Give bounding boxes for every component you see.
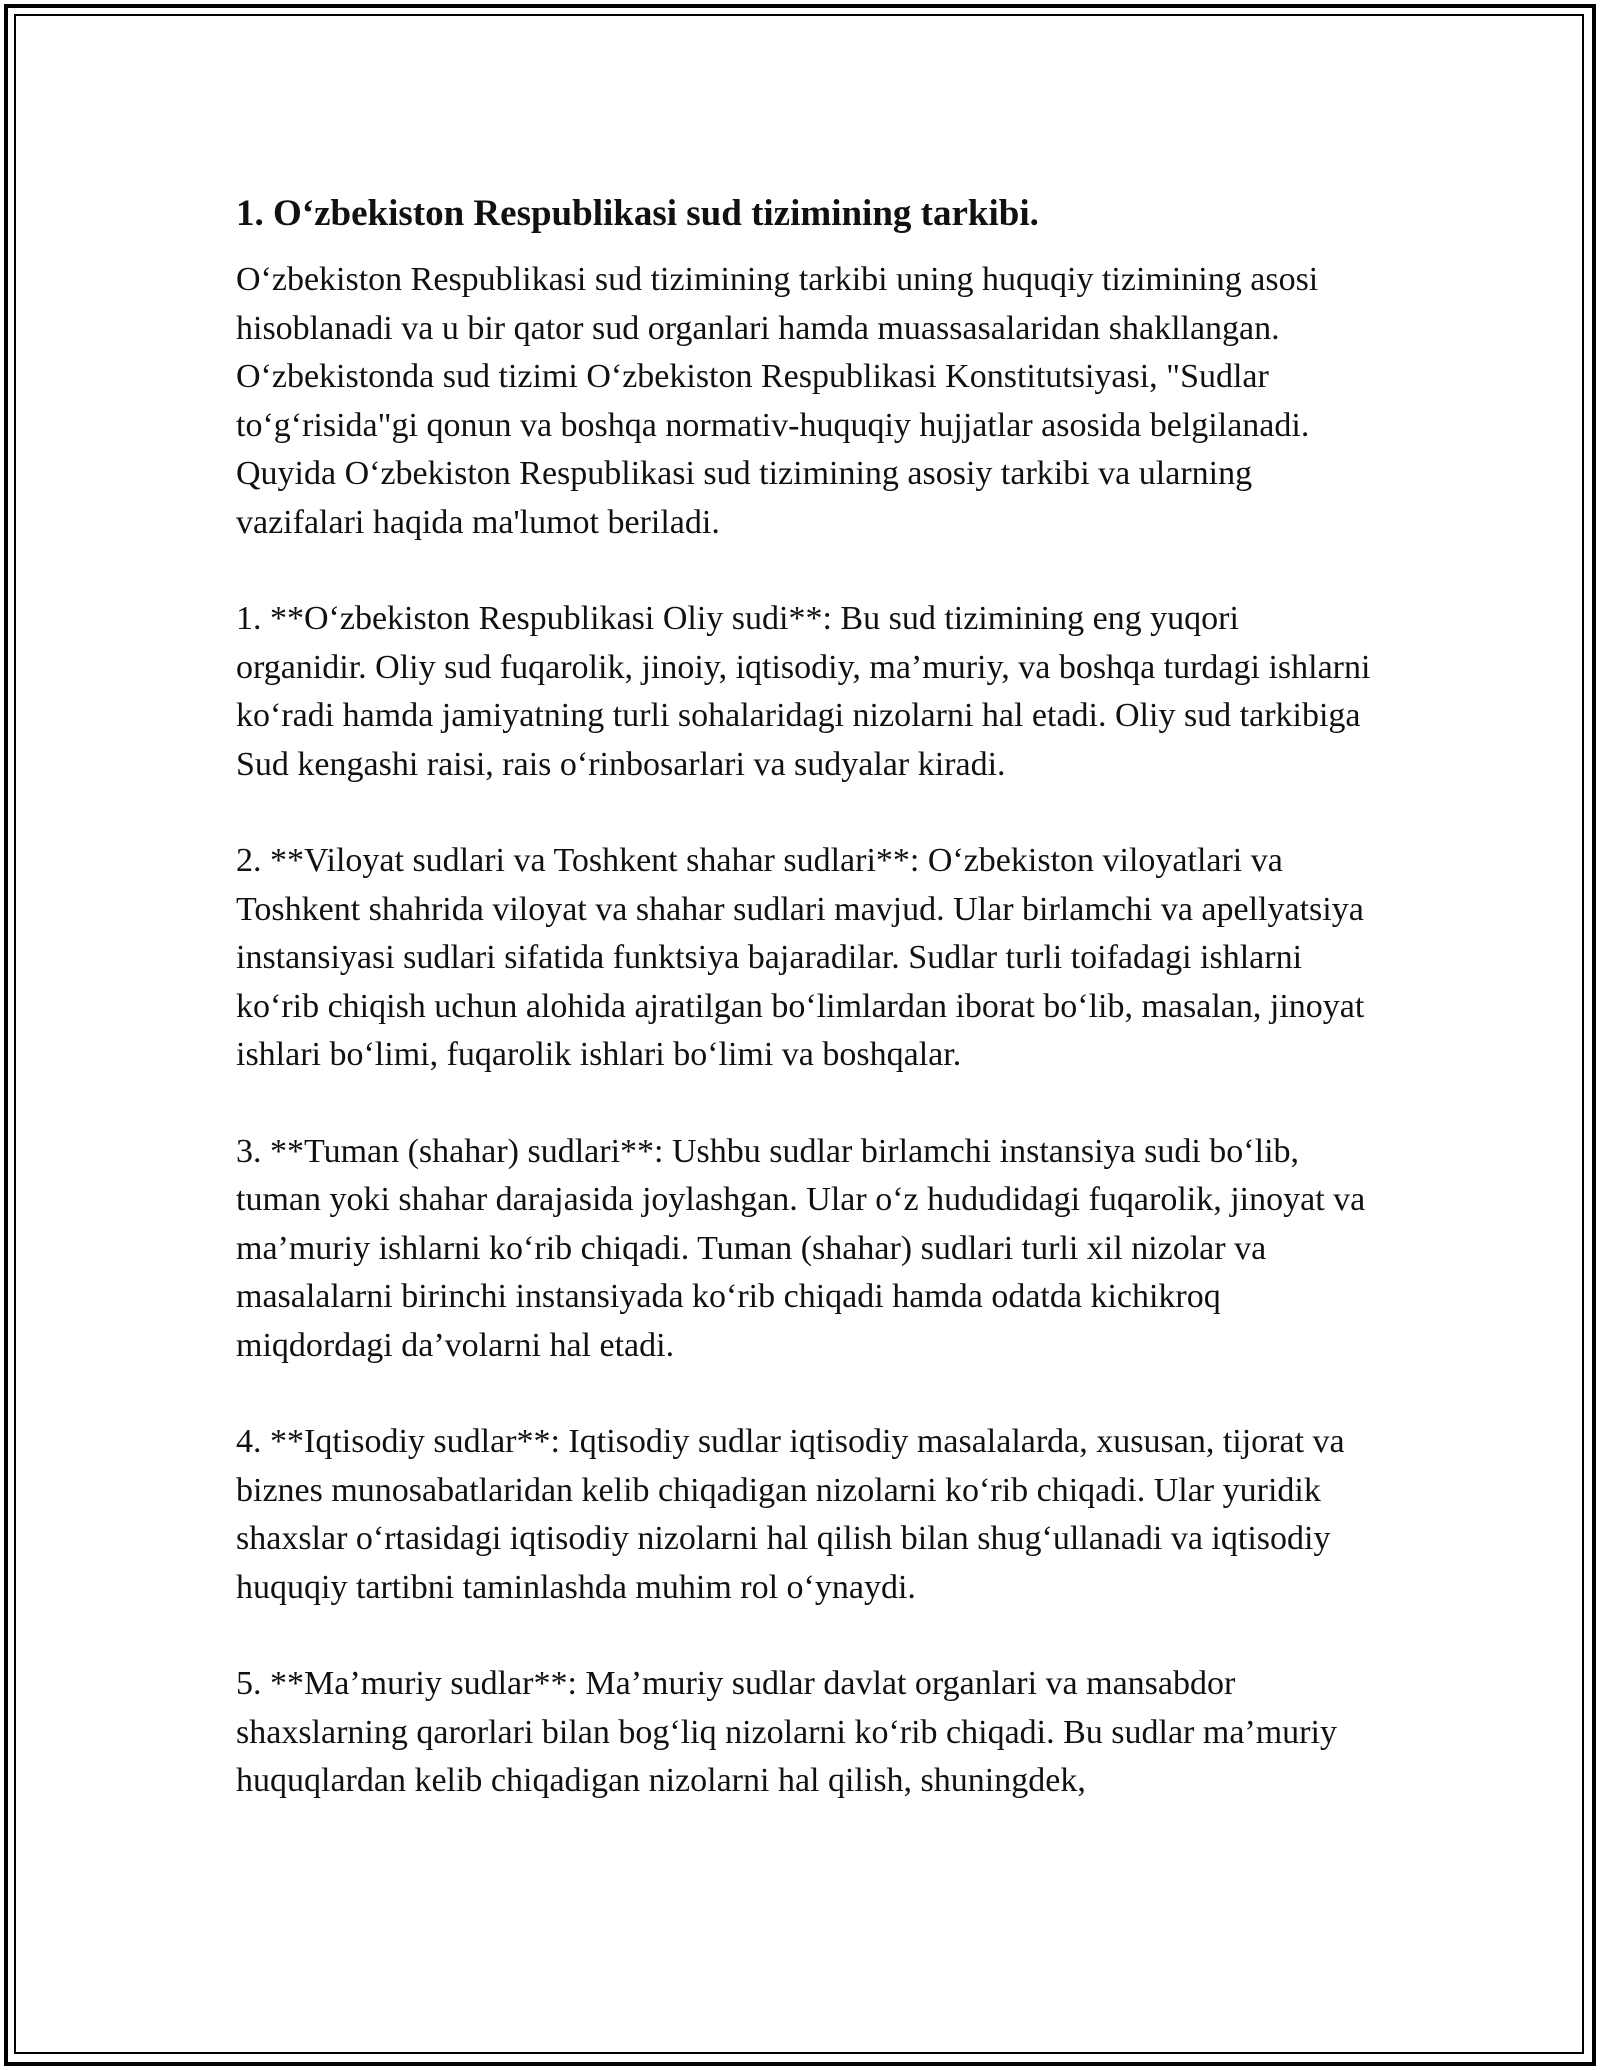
paragraph-district-courts: 3. **Tuman (shahar) sudlari**: Ushbu sudlar birlamchi instansiya sudi bo‘lib, tuman yoki shahar darajasida joylashgan. Ular o‘z hududidagi fuqarolik, jinoyat va ma’muriy ishlarni ko‘rib chiqadi. Tuman (shahar) sudlari turli xil nizolar va masalalarni birinchi instansiyada ko‘rib chiqadi hamda odatda kichikroq miqdordagi da’volarni hal etadi. — [236, 1132, 1366, 1364]
document-heading: 1. O‘zbekiston Respublikasi sud tizimining tarkibi. — [236, 193, 1039, 234]
document-body — [236, 186, 1376, 1806]
paragraph-supreme-court: 1. **O‘zbekiston Respublikasi Oliy sudi**: Bu sud tizimining eng yuqori organidir. Oliy sud fuqarolik, jinoiy, iqtisodiy, ma’muriy, va boshqa turdagi ishlarni ko‘radi hamda jamiyatning turli sohalaridagi nizolarni hal etadi. Oliy sud tarkibiga Sud kengashi raisi, rais o‘rinbosarlari va sudyalar kiradi. — [236, 600, 1371, 783]
paragraph-economic-courts: 4. **Iqtisodiy sudlar**: Iqtisodiy sudlar iqtisodiy masalalarda, xususan, tijorat va biznes munosabatlaridan kelib chiqadigan nizolarni ko‘rib chiqadi. Ular yuridik shaxslar o‘rtasidagi iqtisodiy nizolarni hal qilish bilan shug‘ullanadi va iqtisodiy huquqiy tartibni taminlashda muhim rol o‘ynaydi. — [236, 1423, 1345, 1606]
intro-paragraph: O‘zbekiston Respublikasi sud tizimining tarkibi uning huquqiy tizimining asosi hisoblanadi va u bir qator sud organlari hamda muassasalaridan shakllangan. O‘zbekistonda sud tizimi O‘zbekiston Respublikasi Konstitutsiyasi, "Sudlar to‘g‘risida"gi qonun va boshqa normativ-huquqiy hujjatlar asosida belgilanadi. Quyida O‘zbekiston Respublikasi sud tizimining asosiy tarkibi va ularning vazifalari haqida ma'lumot beriladi. — [236, 261, 1319, 541]
paragraph-administrative-courts: 5. **Ma’muriy sudlar**: Ma’muriy sudlar davlat organlari va mansabdor shaxslarning qarorlari bilan bog‘liq nizolarni ko‘rib chiqadi. Bu sudlar ma’muriy huquqlardan kelib chiqadigan nizolarni hal qilish, shuningdek, — [236, 1665, 1337, 1799]
paragraph-regional-courts: 2. **Viloyat sudlari va Toshkent shahar sudlari**: O‘zbekiston viloyatlari va Toshkent shahrida viloyat va shahar sudlari mavjud. Ular birlamchi va apellyatsiya instansiyasi sudlari sifatida funktsiya bajaradilar. Sudlar turli toifadagi ishlarni ko‘rib chiqish uchun alohida ajratilgan bo‘limlardan iborat bo‘lib, masalan, jinoyat ishlari bo‘limi, fuqarolik ishlari bo‘limi va boshqalar. — [236, 842, 1365, 1073]
